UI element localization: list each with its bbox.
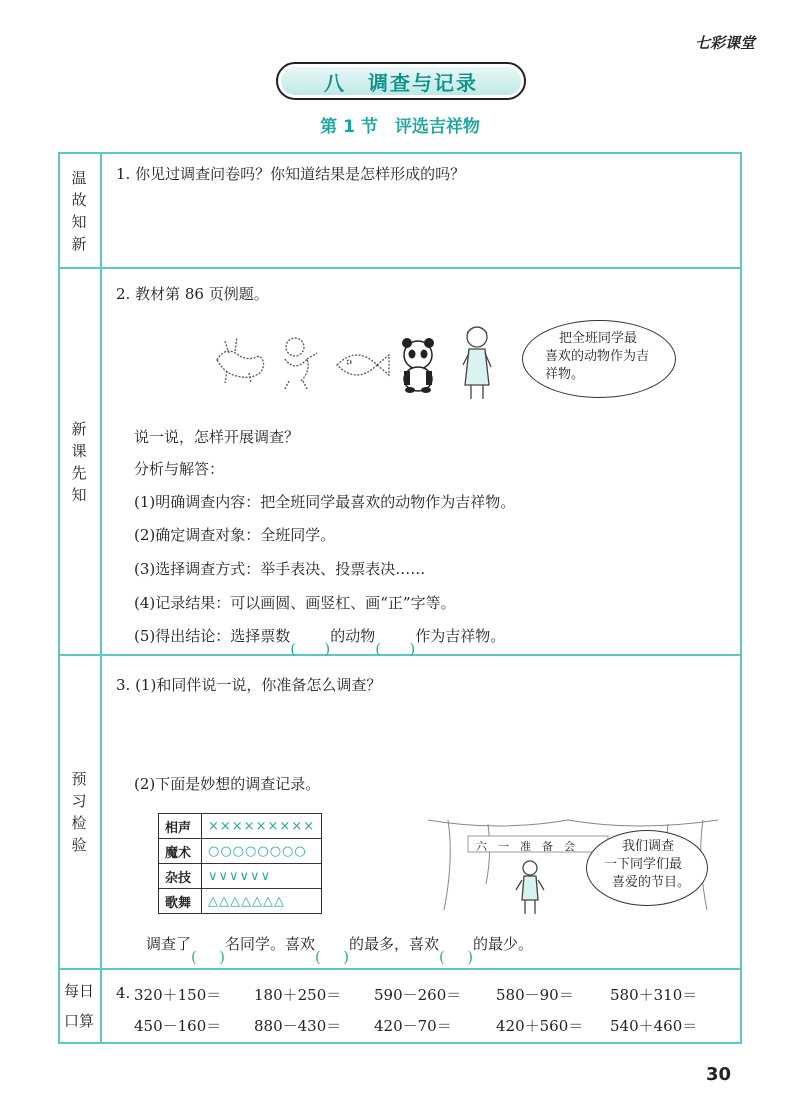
discussion-prompt: 说一说，怎样开展调查？ [134, 428, 300, 446]
question-1: 1. 你见过调查问卷吗？你知道结果是怎样形成的吗？ [116, 165, 466, 183]
tally-marks: ∨∨∨∨∨∨ [202, 864, 322, 889]
question-3-part-2: (2)下面是妙想的调查记录。 [134, 775, 321, 793]
column-divider [100, 152, 102, 1044]
chapter-title-box [276, 62, 526, 100]
row-label: 魔术 [159, 839, 202, 864]
speech-bubble-text: 我们调查 一下同学们最 喜爱的节目。 [604, 839, 691, 890]
arith-item: 540＋460＝ [610, 1017, 698, 1035]
deer-sketch [217, 337, 264, 383]
speech-bubble-text: 把全班同学最 喜欢的动物作为吉 祥物。 [545, 331, 650, 382]
fill-in-sentence: 调查了 名同学。喜欢 的最多，喜欢 的最少。 [146, 935, 534, 953]
row-label: 杂技 [159, 864, 202, 889]
divider [58, 968, 742, 970]
arith-item: 880－430＝ [254, 1017, 342, 1035]
row-label: 歌舞 [159, 889, 202, 914]
question-3-part-1: 3. (1)和同伴说一说，你准备怎么调查？ [116, 676, 382, 694]
step-5: (5)得出结论：选择票数 的动物 作为吉祥物。 [134, 627, 506, 645]
boy-sketch [516, 861, 544, 914]
table-row [159, 839, 322, 864]
chapter-title: 八 调查与记录 [281, 67, 521, 95]
side-label-daily-calc: 每日 口算 [63, 982, 94, 1030]
step-2: (2)确定调查对象：全班同学。 [134, 526, 336, 544]
side-label-new-lesson: 新 课 先 知 [71, 419, 87, 504]
section-title: 第 1 节 评选吉祥物 [320, 117, 480, 137]
girl-sketch [463, 327, 491, 399]
tally-marks: ○○○○○○○○ [202, 839, 322, 864]
row-label: 相声 [159, 814, 202, 839]
brand-logo: 七彩课堂 [694, 34, 755, 52]
divider [58, 654, 742, 656]
arith-item: 180＋250＝ [254, 986, 342, 1004]
arith-item: 420＋560＝ [496, 1017, 584, 1035]
monkey-sketch [285, 338, 317, 389]
arith-item: 580＋310＝ [610, 986, 698, 1004]
arith-item: 420－70＝ [374, 1017, 452, 1035]
divider [58, 267, 742, 269]
arith-item: 450－160＝ [134, 1017, 222, 1035]
page-number: 30 [706, 1064, 732, 1085]
tally-marks: △△△△△△△ [202, 889, 322, 914]
step-1: (1)明确调查内容：把全班同学最喜欢的动物作为吉祥物。 [134, 493, 516, 511]
question-2-title: 2. 教材第 86 页例题。 [116, 285, 269, 303]
table-row [159, 864, 322, 889]
side-label-review: 温 故 知 新 [71, 168, 87, 253]
side-label-preview-check: 预 习 检 验 [71, 770, 87, 854]
analysis-heading: 分析与解答： [134, 460, 225, 478]
stage-banner: 六 一 准 备 会 [476, 840, 575, 853]
table-row [159, 889, 322, 914]
arith-item: 320＋150＝ [134, 986, 222, 1004]
step-4: (4)记录结果：可以画圆、画竖杠、画“正”字等。 [134, 594, 456, 612]
question-4-number: 4. [116, 984, 131, 1002]
panda-sketch [402, 338, 434, 393]
tally-marks: ××××××××× [202, 814, 322, 839]
arith-item: 590－260＝ [374, 986, 462, 1004]
arith-item: 580－90＝ [496, 986, 574, 1004]
fish-sketch [337, 355, 389, 375]
step-3: (3)选择调查方式：举手表决、投票表决…… [134, 560, 426, 578]
survey-record-table [158, 813, 322, 914]
table-row [159, 814, 322, 839]
